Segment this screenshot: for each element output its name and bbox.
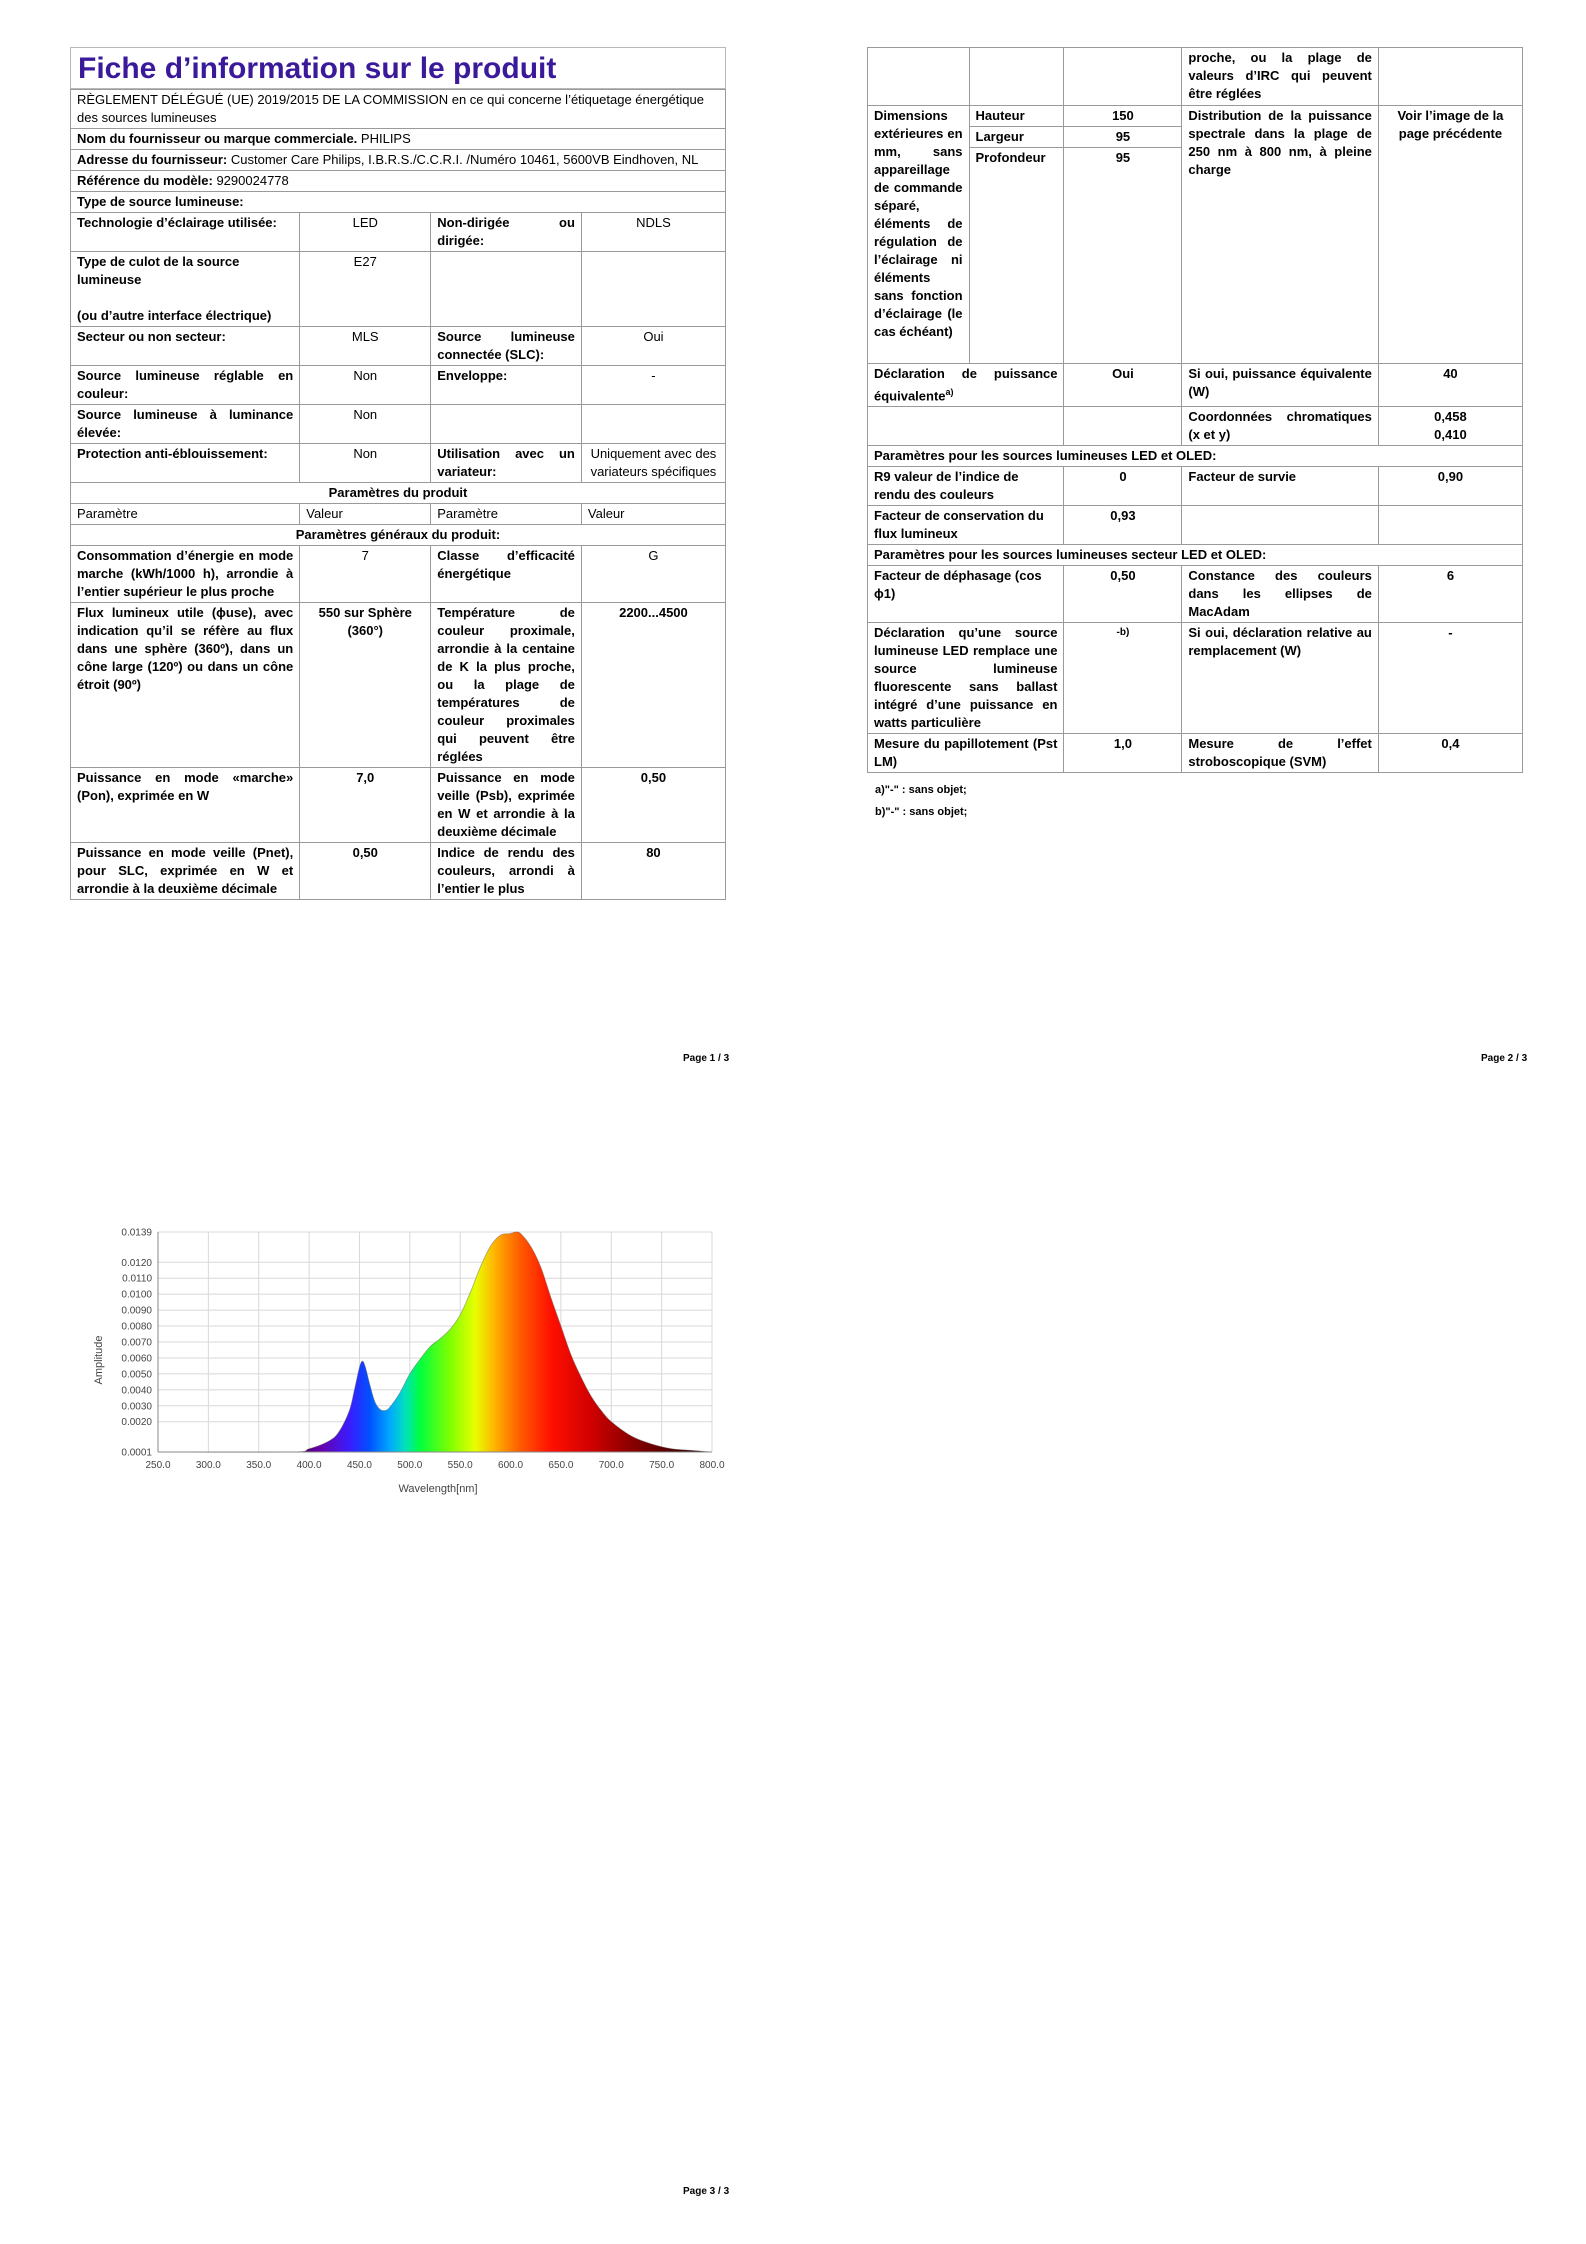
y-tick-label: 0.0120 — [121, 1257, 152, 1269]
model-value: 9290024778 — [216, 173, 289, 188]
table-row — [868, 106, 1523, 127]
y-tick-label: 0.0060 — [121, 1353, 152, 1365]
phase-label: Facteur de déphasage (cos ɸ1) — [868, 566, 1064, 623]
x-tick-label: 600.0 — [498, 1460, 524, 1471]
param-value: Uniquement avec des variateurs spécifiques — [581, 444, 725, 483]
column-header-row — [71, 504, 726, 525]
param-label: Puissance en mode veille (Pnet), pour SLC, exprimée en W et arrondie à la deuxième décimale — [71, 843, 300, 900]
x-axis-label: Wavelength[nm] — [398, 1483, 478, 1495]
param-label: Non-dirigée ou dirigée: — [431, 213, 582, 252]
page-number-1: Page 1 / 3 — [683, 1053, 730, 1064]
led-oled-heading: Paramètres pour les sources lumineuses LED et OLED: — [868, 446, 1523, 467]
param-value: MLS — [300, 327, 431, 366]
param-value: 7 — [300, 546, 431, 603]
y-tick-label: 0.0139 — [121, 1227, 152, 1239]
param-label: Puissance en mode «marche» (Pon), exprimée en W — [71, 768, 300, 843]
y-axis-label: Amplitude — [93, 1335, 105, 1385]
table-row — [71, 252, 726, 327]
table-row — [868, 734, 1523, 773]
cap-type-sub-label: (ou d’autre interface électrique) — [77, 308, 272, 323]
table-row — [868, 506, 1523, 545]
address-row — [71, 150, 726, 171]
column-header: Valeur — [581, 504, 725, 525]
param-label — [71, 252, 300, 327]
table-row — [868, 623, 1523, 734]
survival-value: 0,90 — [1378, 467, 1522, 506]
page-number-2: Page 2 / 3 — [1481, 1053, 1528, 1064]
param-value: LED — [300, 213, 431, 252]
table-row — [71, 603, 726, 768]
param-value: Non — [300, 444, 431, 483]
supplier-label: Nom du fournisseur ou marque commerciale. — [77, 131, 358, 146]
footnote-b: b)"-" : sans objet; — [875, 806, 968, 819]
y-tick-label: 0.0090 — [121, 1305, 152, 1317]
x-tick-label: 750.0 — [649, 1460, 675, 1471]
column-header: Paramètre — [71, 504, 300, 525]
model-label: Référence du modèle: — [77, 173, 213, 188]
param-label: Classe d’efficacité énergétique — [431, 546, 582, 603]
product-info-table — [70, 89, 726, 900]
page-title: Fiche d’information sur le produit — [78, 52, 557, 85]
empty-cell — [1378, 506, 1522, 545]
dimensions-label: Dimensions extérieures en mm, sans appareillage de commande séparé, éléments de régulation de l’éclairage ni éléments sans fonction d’éclairage (le cas échéant) — [868, 106, 970, 364]
empty-cell — [1064, 48, 1182, 106]
x-tick-label: 650.0 — [548, 1460, 574, 1471]
param-label: Indice de rendu des couleurs, arrondi à l’entier le plus — [431, 843, 582, 900]
supplier-value: PHILIPS — [360, 131, 411, 146]
depth-value: 95 — [1064, 148, 1182, 364]
lumen-maintenance-value: 0,93 — [1064, 506, 1182, 545]
width-label: Largeur — [969, 127, 1064, 148]
y-tick-label: 0.0070 — [121, 1337, 152, 1349]
column-header: Valeur — [300, 504, 431, 525]
page-1 — [70, 47, 726, 900]
param-label: Secteur ou non secteur: — [71, 327, 300, 366]
param-label: Source lumineuse connectée (SLC): — [431, 327, 582, 366]
chroma-y: 0,410 — [1434, 427, 1467, 443]
param-label: Flux lumineux utile (ɸuse), avec indication qu’il se réfère au flux dans une sphère (360º), dans un cône large (120º) ou dans un cône étroit (90º) — [71, 603, 300, 768]
chroma-x: 0,458 — [1434, 409, 1467, 425]
table-row — [71, 843, 726, 900]
fluorescent-replacement-value: -b) — [1064, 623, 1182, 734]
equiv-power-value: 40 — [1378, 364, 1522, 407]
param-value: G — [581, 546, 725, 603]
address-label: Adresse du fournisseur: — [77, 152, 228, 167]
x-tick-label: 550.0 — [447, 1460, 473, 1471]
product-params-heading: Paramètres du produit — [71, 483, 726, 504]
empty-cell — [969, 48, 1064, 106]
y-tick-label: 0.0110 — [122, 1273, 152, 1285]
fluorescent-power-value: - — [1378, 623, 1522, 734]
param-label: Enveloppe: — [431, 366, 582, 405]
macadam-value: 6 — [1378, 566, 1522, 623]
x-tick-label: 450.0 — [346, 1460, 372, 1471]
lumen-maintenance-label: Facteur de conservation du flux lumineux — [868, 506, 1064, 545]
flicker-value: 1,0 — [1064, 734, 1182, 773]
supplier-row — [71, 129, 726, 150]
param-value: 7,0 — [300, 768, 431, 843]
y-tick-label: 0.0030 — [121, 1401, 152, 1413]
table-row — [868, 566, 1523, 623]
table-row — [868, 364, 1523, 407]
empty-cell — [1182, 506, 1379, 545]
fluorescent-replacement-label: Déclaration qu’une source lumineuse LED remplace une source lumineuse fluorescente sans ballast intégré d’une puissance en watts particulière — [868, 623, 1064, 734]
address-value: Customer Care Philips, I.B.R.S./C.C.R.I. /Numéro 10461, 5600VB Eindhoven, NL — [230, 152, 699, 167]
empty-cell — [1378, 48, 1522, 106]
x-tick-label: 300.0 — [195, 1460, 221, 1471]
param-value: 0,50 — [581, 768, 725, 843]
spectral-value: Voir l’image de la page précédente — [1378, 106, 1522, 364]
table-row — [71, 546, 726, 603]
param-value: Oui — [581, 327, 725, 366]
flicker-label: Mesure du papillotement (Pst LM) — [868, 734, 1064, 773]
model-row — [71, 171, 726, 192]
page-number-3: Page 3 / 3 — [683, 2186, 730, 2197]
param-label: Technologie d’éclairage utilisée: — [71, 213, 300, 252]
empty-cell — [581, 252, 725, 327]
equiv-value: Oui — [1064, 364, 1182, 407]
x-tick-label: 250.0 — [145, 1460, 171, 1471]
param-label: Source lumineuse réglable en couleur: — [71, 366, 300, 405]
cap-type-label: Type de culot de la source lumineuse — [77, 254, 240, 287]
mains-led-heading: Paramètres pour les sources lumineuses secteur LED et OLED: — [868, 545, 1523, 566]
footnote-a: a)"-" : sans objet; — [875, 784, 967, 797]
empty-cell — [1064, 407, 1182, 446]
x-tick-label: 350.0 — [246, 1460, 272, 1471]
width-value: 95 — [1064, 127, 1182, 148]
table-row — [868, 407, 1523, 446]
stroboscopic-value: 0,4 — [1378, 734, 1522, 773]
table-row — [71, 327, 726, 366]
macadam-label: Constance des couleurs dans les ellipses de MacAdam — [1182, 566, 1379, 623]
y-tick-label: 0.0001 — [121, 1447, 152, 1459]
spectrum-chart — [90, 1220, 730, 1500]
survival-label: Facteur de survie — [1182, 467, 1379, 506]
param-value: Non — [300, 366, 431, 405]
param-value: E27 — [300, 252, 431, 327]
general-params-heading: Paramètres généraux du produit: — [71, 525, 726, 546]
r9-value: 0 — [1064, 467, 1182, 506]
param-value: Non — [300, 405, 431, 444]
chroma-values — [1378, 407, 1522, 446]
table-row — [71, 213, 726, 252]
light-source-type-heading: Type de source lumineuse: — [71, 192, 726, 213]
param-label: Utilisation avec un variateur: — [431, 444, 582, 483]
footnote-ref: a) — [945, 387, 954, 397]
product-info-table-continued — [867, 47, 1523, 773]
param-value: 2200...4500 — [581, 603, 725, 768]
param-value: NDLS — [581, 213, 725, 252]
param-label: Source lumineuse à luminance élevée: — [71, 405, 300, 444]
height-label: Hauteur — [969, 106, 1064, 127]
param-value: 80 — [581, 843, 725, 900]
column-header: Paramètre — [431, 504, 582, 525]
y-tick-label: 0.0080 — [121, 1321, 152, 1333]
phase-value: 0,50 — [1064, 566, 1182, 623]
param-label: Température de couleur proximale, arrondie à la centaine de K la plus proche, ou la plage de températures de couleur proximales qui peuvent être réglées — [431, 603, 582, 768]
table-row — [868, 48, 1523, 106]
equiv-power-label: Si oui, puissance équivalente (W) — [1182, 364, 1379, 407]
title-box — [70, 47, 726, 89]
table-row — [71, 768, 726, 843]
empty-cell — [868, 48, 970, 106]
x-tick-label: 400.0 — [296, 1460, 322, 1471]
table-row — [71, 444, 726, 483]
page-2 — [867, 47, 1523, 823]
empty-cell — [431, 405, 582, 444]
param-value: 550 sur Sphère (360°) — [300, 603, 431, 768]
y-tick-label: 0.0020 — [121, 1417, 152, 1429]
y-tick-label: 0.0100 — [121, 1289, 152, 1301]
cri-continuation: proche, ou la plage de valeurs d’IRC qui peuvent être réglées — [1182, 48, 1379, 106]
param-label: Puissance en mode veille (Psb), exprimée en W et arrondie à la deuxième décimale — [431, 768, 582, 843]
depth-label: Profondeur — [969, 148, 1064, 364]
y-tick-label: 0.0050 — [121, 1369, 152, 1381]
empty-cell — [431, 252, 582, 327]
empty-cell — [868, 407, 1064, 446]
fluorescent-power-label: Si oui, déclaration relative au remplacement (W) — [1182, 623, 1379, 734]
r9-label: R9 valeur de l’indice de rendu des couleurs — [868, 467, 1064, 506]
y-tick-label: 0.0040 — [121, 1385, 152, 1397]
regulation-text: RÈGLEMENT DÉLÉGUÉ (UE) 2019/2015 DE LA COMMISSION en ce qui concerne l’étiquetage énergétique des sources lumineuses — [71, 90, 726, 129]
height-value: 150 — [1064, 106, 1182, 127]
param-value: - — [581, 366, 725, 405]
x-tick-label: 700.0 — [598, 1460, 624, 1471]
spectral-label: Distribution de la puissance spectrale dans la plage de 250 nm à 800 nm, à pleine charge — [1182, 106, 1379, 364]
param-value: 0,50 — [300, 843, 431, 900]
equiv-label: Déclaration de puissance équivalente — [874, 366, 1058, 404]
table-row — [71, 366, 726, 405]
chroma-label: Coordonnées chromatiques (x et y) — [1182, 407, 1379, 446]
table-row — [868, 467, 1523, 506]
param-label: Protection anti-éblouissement: — [71, 444, 300, 483]
x-tick-label: 500.0 — [397, 1460, 423, 1471]
table-row — [71, 405, 726, 444]
empty-cell — [581, 405, 725, 444]
equiv-power-declaration — [868, 364, 1064, 407]
param-label: Consommation d’énergie en mode marche (kWh/1000 h), arrondie à l’entier supérieur le plus proche — [71, 546, 300, 603]
x-tick-label: 800.0 — [699, 1460, 725, 1471]
stroboscopic-label: Mesure de l’effet stroboscopique (SVM) — [1182, 734, 1379, 773]
